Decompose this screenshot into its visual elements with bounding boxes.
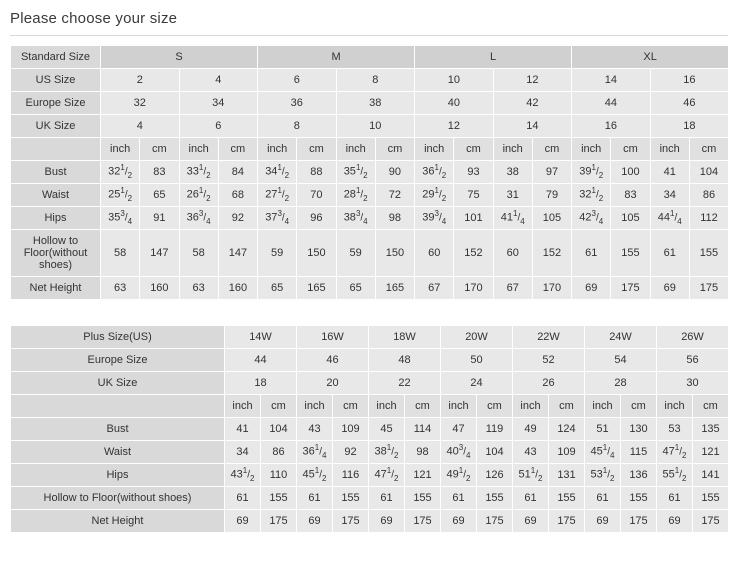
net-height-cell: 63 [179, 277, 218, 300]
bust-cell: 49 [513, 418, 549, 441]
bust-cell: 45 [369, 418, 405, 441]
waist-cell: 104 [477, 441, 513, 464]
europe-size-cell: 44 [572, 92, 651, 115]
net-height-cell: 67 [415, 277, 454, 300]
waist-cell: 43 [513, 441, 549, 464]
waist-cell: 86 [261, 441, 297, 464]
uk-size-label: UK Size [11, 115, 101, 138]
bust-cell: 41 [650, 161, 689, 184]
bust-cell: $34^1/_2$ [258, 161, 297, 184]
hips-cell: 131 [549, 464, 585, 487]
table-row [11, 418, 729, 441]
hollow-to-floor-cell: 150 [297, 230, 336, 277]
europe-size-cell: 46 [650, 92, 729, 115]
units-label [11, 395, 225, 418]
waist-cell: 34 [225, 441, 261, 464]
uk-size-cell: 14 [493, 115, 572, 138]
net-height-cell: 165 [297, 277, 336, 300]
hollow-to-floor-cell: 61 [441, 487, 477, 510]
us-size-cell: 14 [572, 69, 651, 92]
bust-cell: 135 [693, 418, 729, 441]
hips-cell: $43^1/_2$ [225, 464, 261, 487]
net-height-cell: 69 [441, 510, 477, 533]
size-chart-plus [10, 325, 729, 533]
net-height-cell: 69 [657, 510, 693, 533]
us-size-cell: 12 [493, 69, 572, 92]
bust-cell: 88 [297, 161, 336, 184]
table-row [11, 441, 729, 464]
units-cell: inch [441, 395, 477, 418]
hips-cell: $35^3/_4$ [101, 207, 140, 230]
bust-cell: 83 [140, 161, 179, 184]
hollow-to-floor-cell: 155 [621, 487, 657, 510]
units-label [11, 138, 101, 161]
waist-cell: $28^1/_2$ [336, 184, 375, 207]
hollow-to-floor-cell: 152 [532, 230, 571, 277]
hips-cell: 136 [621, 464, 657, 487]
hollow-to-floor-cell: 61 [513, 487, 549, 510]
waist-cell: 98 [405, 441, 441, 464]
standard-size-group: M [258, 46, 415, 69]
units-cell: cm [218, 138, 257, 161]
units-cell: cm [297, 138, 336, 161]
hollow-to-floor-cell: 155 [333, 487, 369, 510]
hips-cell: 126 [477, 464, 513, 487]
units-cell: inch [493, 138, 532, 161]
hips-cell: $37^3/_4$ [258, 207, 297, 230]
uk-size-cell: 18 [225, 372, 297, 395]
bust-cell: 43 [297, 418, 333, 441]
hollow-to-floor-cell: 61 [225, 487, 261, 510]
units-cell: inch [225, 395, 261, 418]
table-row [11, 372, 729, 395]
hollow-to-floor-cell: 155 [405, 487, 441, 510]
units-cell: cm [532, 138, 571, 161]
units-cell: cm [611, 138, 650, 161]
waist-cell: 34 [650, 184, 689, 207]
net-height-cell: 65 [258, 277, 297, 300]
net-height-label: Net Height [11, 277, 101, 300]
table-row [11, 161, 729, 184]
units-cell: cm [454, 138, 493, 161]
uk-size-cell: 4 [101, 115, 180, 138]
hips-cell: $38^3/_4$ [336, 207, 375, 230]
units-cell: cm [405, 395, 441, 418]
hips-cell: $42^3/_4$ [572, 207, 611, 230]
net-height-cell: 65 [336, 277, 375, 300]
bust-cell: 124 [549, 418, 585, 441]
hollow-to-floor-cell: 61 [572, 230, 611, 277]
units-cell: cm [375, 138, 414, 161]
units-cell: cm [477, 395, 513, 418]
hollow-to-floor-cell: 155 [689, 230, 728, 277]
hollow-to-floor-cell: 155 [477, 487, 513, 510]
waist-cell: 109 [549, 441, 585, 464]
waist-cell: $26^1/_2$ [179, 184, 218, 207]
us-size-cell: 16 [650, 69, 729, 92]
waist-cell: 70 [297, 184, 336, 207]
net-height-cell: 69 [225, 510, 261, 533]
europe-size-cell: 38 [336, 92, 415, 115]
bust-cell: 41 [225, 418, 261, 441]
bust-cell: 97 [532, 161, 571, 184]
hips-cell: 91 [140, 207, 179, 230]
europe-size-cell: 52 [513, 349, 585, 372]
net-height-cell: 69 [585, 510, 621, 533]
us-size-cell: 6 [258, 69, 337, 92]
net-height-cell: 175 [261, 510, 297, 533]
europe-size-cell: 34 [179, 92, 258, 115]
hollow-to-floor-cell: 155 [261, 487, 297, 510]
waist-cell: 83 [611, 184, 650, 207]
waist-cell: 79 [532, 184, 571, 207]
units-cell: inch [258, 138, 297, 161]
table-row [11, 69, 729, 92]
net-height-cell: 175 [405, 510, 441, 533]
hollow-to-floor-cell: 60 [493, 230, 532, 277]
table-spacer [0, 300, 738, 316]
uk-size-cell: 12 [415, 115, 494, 138]
plus-size-us-cell: 26W [657, 326, 729, 349]
uk-size-cell: 20 [297, 372, 369, 395]
table-row [11, 207, 729, 230]
europe-size-cell: 32 [101, 92, 180, 115]
hollow-to-floor-label: Hollow to Floor(without shoes) [11, 487, 225, 510]
net-height-cell: 63 [101, 277, 140, 300]
hips-cell: $41^1/_4$ [493, 207, 532, 230]
hips-cell: 96 [297, 207, 336, 230]
bust-cell: 114 [405, 418, 441, 441]
hips-cell: $55^1/_2$ [657, 464, 693, 487]
table-row [11, 277, 729, 300]
waist-cell: $36^1/_4$ [297, 441, 333, 464]
units-cell: inch [415, 138, 454, 161]
net-height-cell: 69 [513, 510, 549, 533]
europe-size-cell: 44 [225, 349, 297, 372]
net-height-cell: 175 [689, 277, 728, 300]
europe-size-label: Europe Size [11, 92, 101, 115]
us-size-cell: 2 [101, 69, 180, 92]
net-height-cell: 175 [333, 510, 369, 533]
units-cell: inch [585, 395, 621, 418]
waist-cell: 65 [140, 184, 179, 207]
net-height-cell: 165 [375, 277, 414, 300]
europe-size-cell: 40 [415, 92, 494, 115]
hollow-to-floor-cell: 58 [101, 230, 140, 277]
uk-size-cell: 16 [572, 115, 651, 138]
uk-size-label: UK Size [11, 372, 225, 395]
size-chart-standard-wrap [10, 45, 728, 300]
uk-size-cell: 28 [585, 372, 657, 395]
hips-cell: 98 [375, 207, 414, 230]
bust-cell: $33^1/_2$ [179, 161, 218, 184]
hollow-to-floor-cell: 152 [454, 230, 493, 277]
net-height-cell: 170 [532, 277, 571, 300]
bust-cell: 100 [611, 161, 650, 184]
us-size-label: US Size [11, 69, 101, 92]
table-row [11, 349, 729, 372]
hips-cell: $39^3/_4$ [415, 207, 454, 230]
waist-label: Waist [11, 441, 225, 464]
waist-cell: 121 [693, 441, 729, 464]
hollow-to-floor-cell: 61 [369, 487, 405, 510]
table-row [11, 464, 729, 487]
bust-cell: 38 [493, 161, 532, 184]
hips-label: Hips [11, 207, 101, 230]
europe-size-cell: 48 [369, 349, 441, 372]
europe-size-cell: 42 [493, 92, 572, 115]
bust-cell: 104 [261, 418, 297, 441]
table-row [11, 326, 729, 349]
net-height-cell: 175 [611, 277, 650, 300]
europe-size-cell: 54 [585, 349, 657, 372]
uk-size-cell: 22 [369, 372, 441, 395]
units-cell: cm [693, 395, 729, 418]
uk-size-cell: 24 [441, 372, 513, 395]
europe-size-label: Europe Size [11, 349, 225, 372]
table-row [11, 115, 729, 138]
table-row [11, 184, 729, 207]
waist-cell: 68 [218, 184, 257, 207]
waist-cell: $27^1/_2$ [258, 184, 297, 207]
waist-cell: 92 [333, 441, 369, 464]
standard-size-group: L [415, 46, 572, 69]
hips-cell: 116 [333, 464, 369, 487]
hips-cell: $44^1/_4$ [650, 207, 689, 230]
units-cell: inch [336, 138, 375, 161]
net-height-cell: 175 [549, 510, 585, 533]
hips-cell: 105 [532, 207, 571, 230]
hollow-to-floor-cell: 61 [657, 487, 693, 510]
uk-size-cell: 18 [650, 115, 729, 138]
bust-cell: 119 [477, 418, 513, 441]
waist-cell: 115 [621, 441, 657, 464]
bust-cell: 53 [657, 418, 693, 441]
waist-cell: 86 [689, 184, 728, 207]
bust-cell: 93 [454, 161, 493, 184]
plus-size-us-cell: 22W [513, 326, 585, 349]
hips-cell: $49^1/_2$ [441, 464, 477, 487]
hollow-to-floor-cell: 60 [415, 230, 454, 277]
hollow-to-floor-cell: 61 [297, 487, 333, 510]
table-row [11, 138, 729, 161]
bust-cell: 84 [218, 161, 257, 184]
units-cell: inch [657, 395, 693, 418]
table-row [11, 230, 729, 277]
table-row [11, 92, 729, 115]
bust-cell: $35^1/_2$ [336, 161, 375, 184]
uk-size-cell: 30 [657, 372, 729, 395]
bust-cell: 51 [585, 418, 621, 441]
us-size-cell: 8 [336, 69, 415, 92]
waist-cell: 72 [375, 184, 414, 207]
table-row [11, 510, 729, 533]
hips-cell: 110 [261, 464, 297, 487]
plus-size-us-cell: 24W [585, 326, 657, 349]
hollow-to-floor-cell: 147 [140, 230, 179, 277]
hollow-to-floor-cell: 58 [179, 230, 218, 277]
hips-cell: 92 [218, 207, 257, 230]
units-cell: inch [179, 138, 218, 161]
net-height-cell: 175 [621, 510, 657, 533]
net-height-cell: 69 [297, 510, 333, 533]
net-height-cell: 160 [140, 277, 179, 300]
uk-size-cell: 6 [179, 115, 258, 138]
hips-label: Hips [11, 464, 225, 487]
hips-cell: $45^1/_2$ [297, 464, 333, 487]
hollow-to-floor-cell: 155 [693, 487, 729, 510]
units-cell: cm [261, 395, 297, 418]
net-height-cell: 69 [369, 510, 405, 533]
table-row [11, 46, 729, 69]
units-cell: inch [572, 138, 611, 161]
uk-size-cell: 8 [258, 115, 337, 138]
bust-cell: 47 [441, 418, 477, 441]
uk-size-cell: 10 [336, 115, 415, 138]
bust-label: Bust [11, 418, 225, 441]
page-title: Please choose your size [10, 10, 178, 27]
net-height-cell: 67 [493, 277, 532, 300]
units-cell: cm [140, 138, 179, 161]
waist-cell: $45^1/_4$ [585, 441, 621, 464]
bust-label: Bust [11, 161, 101, 184]
bust-cell: $36^1/_2$ [415, 161, 454, 184]
waist-cell: $29^1/_2$ [415, 184, 454, 207]
net-height-cell: 69 [650, 277, 689, 300]
hollow-to-floor-cell: 150 [375, 230, 414, 277]
plus-size-us-cell: 18W [369, 326, 441, 349]
bust-cell: 104 [689, 161, 728, 184]
units-cell: inch [297, 395, 333, 418]
waist-cell: $47^1/_2$ [657, 441, 693, 464]
units-cell: cm [621, 395, 657, 418]
hollow-to-floor-cell: 61 [585, 487, 621, 510]
europe-size-cell: 56 [657, 349, 729, 372]
net-height-cell: 160 [218, 277, 257, 300]
us-size-cell: 10 [415, 69, 494, 92]
us-size-cell: 4 [179, 69, 258, 92]
europe-size-cell: 46 [297, 349, 369, 372]
europe-size-cell: 50 [441, 349, 513, 372]
net-height-cell: 175 [693, 510, 729, 533]
hips-cell: $47^1/_2$ [369, 464, 405, 487]
hips-cell: $36^3/_4$ [179, 207, 218, 230]
units-cell: inch [650, 138, 689, 161]
net-height-cell: 170 [454, 277, 493, 300]
hips-cell: 112 [689, 207, 728, 230]
hollow-to-floor-cell: 147 [218, 230, 257, 277]
table-row [11, 395, 729, 418]
hips-cell: 141 [693, 464, 729, 487]
table-row [11, 487, 729, 510]
plus-size-us-cell: 14W [225, 326, 297, 349]
net-height-cell: 175 [477, 510, 513, 533]
units-cell: cm [549, 395, 585, 418]
bust-cell: 90 [375, 161, 414, 184]
hips-cell: 105 [611, 207, 650, 230]
waist-cell: 75 [454, 184, 493, 207]
units-cell: inch [369, 395, 405, 418]
waist-cell: 31 [493, 184, 532, 207]
hollow-to-floor-cell: 59 [258, 230, 297, 277]
hips-cell: $51^1/_2$ [513, 464, 549, 487]
size-chart-standard [10, 45, 729, 300]
net-height-cell: 69 [572, 277, 611, 300]
units-cell: inch [101, 138, 140, 161]
hips-cell: 101 [454, 207, 493, 230]
bust-cell: 130 [621, 418, 657, 441]
standard-size-group: XL [572, 46, 729, 69]
waist-cell: $38^1/_2$ [369, 441, 405, 464]
hollow-to-floor-label: Hollow to Floor(without shoes) [11, 230, 101, 277]
units-cell: cm [333, 395, 369, 418]
hollow-to-floor-cell: 59 [336, 230, 375, 277]
hollow-to-floor-cell: 155 [549, 487, 585, 510]
plus-size-us-label: Plus Size(US) [11, 326, 225, 349]
title-divider [10, 35, 728, 36]
net-height-label: Net Height [11, 510, 225, 533]
hips-cell: 121 [405, 464, 441, 487]
units-cell: cm [689, 138, 728, 161]
uk-size-cell: 26 [513, 372, 585, 395]
hollow-to-floor-cell: 61 [650, 230, 689, 277]
plus-size-us-cell: 16W [297, 326, 369, 349]
waist-cell: $25^1/_2$ [101, 184, 140, 207]
waist-label: Waist [11, 184, 101, 207]
bust-cell: 109 [333, 418, 369, 441]
bust-cell: $32^1/_2$ [101, 161, 140, 184]
waist-cell: $40^3/_4$ [441, 441, 477, 464]
europe-size-cell: 36 [258, 92, 337, 115]
plus-size-us-cell: 20W [441, 326, 513, 349]
standard-size-label: Standard Size [11, 46, 101, 69]
standard-size-group: S [101, 46, 258, 69]
hips-cell: $53^1/_2$ [585, 464, 621, 487]
hollow-to-floor-cell: 155 [611, 230, 650, 277]
bust-cell: $39^1/_2$ [572, 161, 611, 184]
waist-cell: $32^1/_2$ [572, 184, 611, 207]
units-cell: inch [513, 395, 549, 418]
size-chart-plus-wrap [10, 325, 728, 533]
